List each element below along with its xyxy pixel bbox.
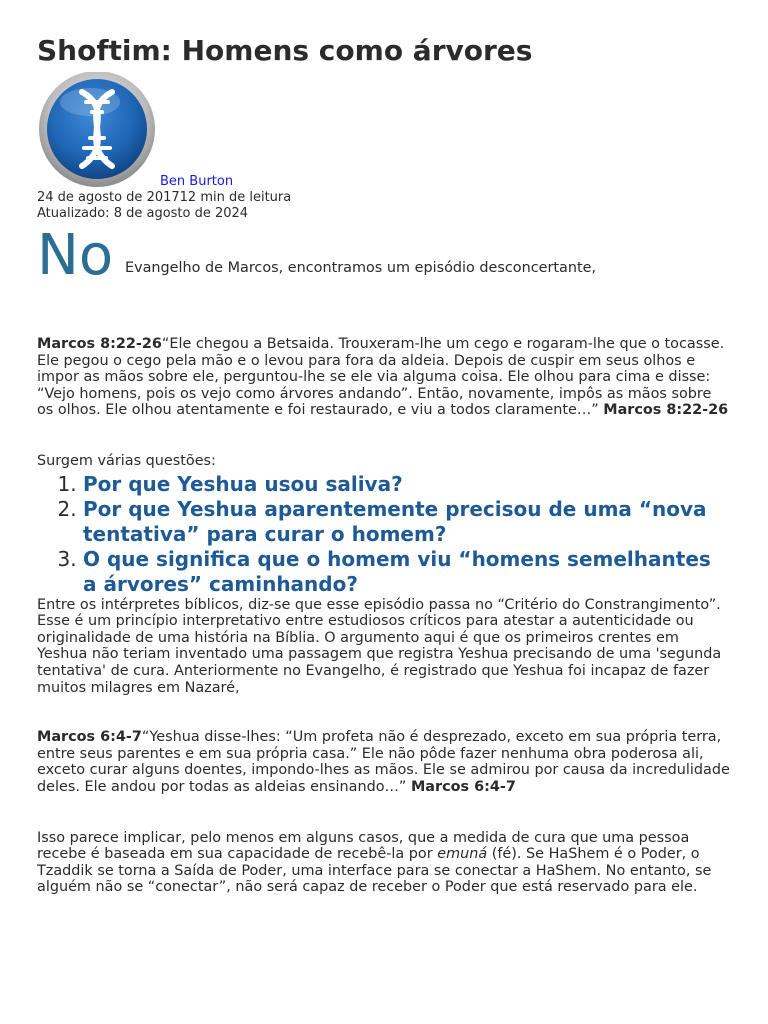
passage-text: “Yeshua disse-lhes: “Um profeta não é desprezado, exceto em sua própria terra, entre seus parentes e em sua própria casa.” Ele não pôde fazer nenhuma obra poderosa ali, exceto curar alguns doentes, impondo-lhes as mãos. Ele se admirou por causa da incredulidade deles. Ele andou por todas as aldeias ensinando…”	[37, 729, 730, 795]
passage-mark-6	[37, 729, 731, 795]
emphasis-word: emuná	[437, 846, 488, 863]
questions-list	[37, 472, 731, 597]
list-item	[83, 547, 731, 597]
passage-ref-start: Marcos 6:4-7	[37, 729, 142, 746]
criterion-paragraph: Entre os intérpretes bíblicos, diz-se que esse episódio passa no “Critério do Constrangimento”. Esse é um princípio interpretativo entre estudiosos críticos para atestar a autenticidade ou originalidade de uma história na Bíblia. O argumento aqui é que os primeiros crentes em Yeshua não teriam inventado uma passagem que registra Yeshua precisando de uma 'segunda tentativa' de cura. Anteriormente no Evangelho, é registrado que Yeshua foi incapaz de fazer muitos milagres em Nazaré,	[37, 596, 722, 696]
passage-mark-8	[37, 336, 731, 419]
passage-ref-end: Marcos 8:22-26	[603, 402, 729, 419]
drop-cap: No	[37, 223, 114, 288]
question-text: O que significa que o homem viu “homens semelhantes a árvores” caminhando?	[83, 546, 711, 596]
passage-ref-end: Marcos 6:4-7	[410, 778, 516, 795]
question-text: Por que Yeshua usou saliva?	[83, 471, 403, 496]
list-item	[83, 472, 731, 497]
article-title: Shoftim: Homens como árvores	[37, 34, 533, 67]
questions-intro: Surgem várias questões:	[37, 452, 216, 469]
question-text: Por que Yeshua aparentemente precisou de uma “nova tentativa” para curar o homem?	[83, 496, 707, 546]
updated-date: Atualizado: 8 de agosto de 2024	[37, 206, 249, 221]
passage-text: “Ele chegou a Betsaida. Trouxeram-lhe um cego e rogaram-lhe que o tocasse. Ele pegou o cego pela mão e o levou para fora da aldeia. Depois de cuspir em seus olhos e impor as mãos sobre ele, perguntou-lhe se ele via alguma coisa. Ele olhou para cima e disse: “Vejo homens, pois os vejo como árvores andando”. Então, novamente, impôs as mãos sobre os olhos. Ele olhou atentamente e foi restaurado, e viu a todos claramente…”	[37, 336, 725, 419]
author-block	[37, 72, 731, 190]
author-link[interactable]: Ben Burton	[160, 174, 234, 189]
paragraph-text: (fé). Se HaShem é o Poder, o Tzaddik se torna a Saída de Poder, uma interface para se conectar a HaShem. No entanto, se alguém não se “conectar”, não será capaz de receber o Poder que está reservado para ele.	[37, 846, 712, 896]
passage-ref-start: Marcos 8:22-26	[37, 336, 162, 352]
publish-date: 24 de agosto de 201712 min de leitura	[37, 190, 292, 205]
emuna-paragraph	[37, 830, 731, 896]
paragraph-text: Isso parece implicar, pelo menos em alguns casos, que a medida de cura que uma pessoa recebe é baseada em sua capacidade de recebê-la por	[37, 829, 690, 863]
intro-text: Evangelho de Marcos, encontramos um episódio desconcertante,	[125, 260, 597, 276]
dna-icon[interactable]	[38, 72, 156, 190]
list-item	[83, 497, 731, 547]
intro-row	[37, 223, 731, 288]
